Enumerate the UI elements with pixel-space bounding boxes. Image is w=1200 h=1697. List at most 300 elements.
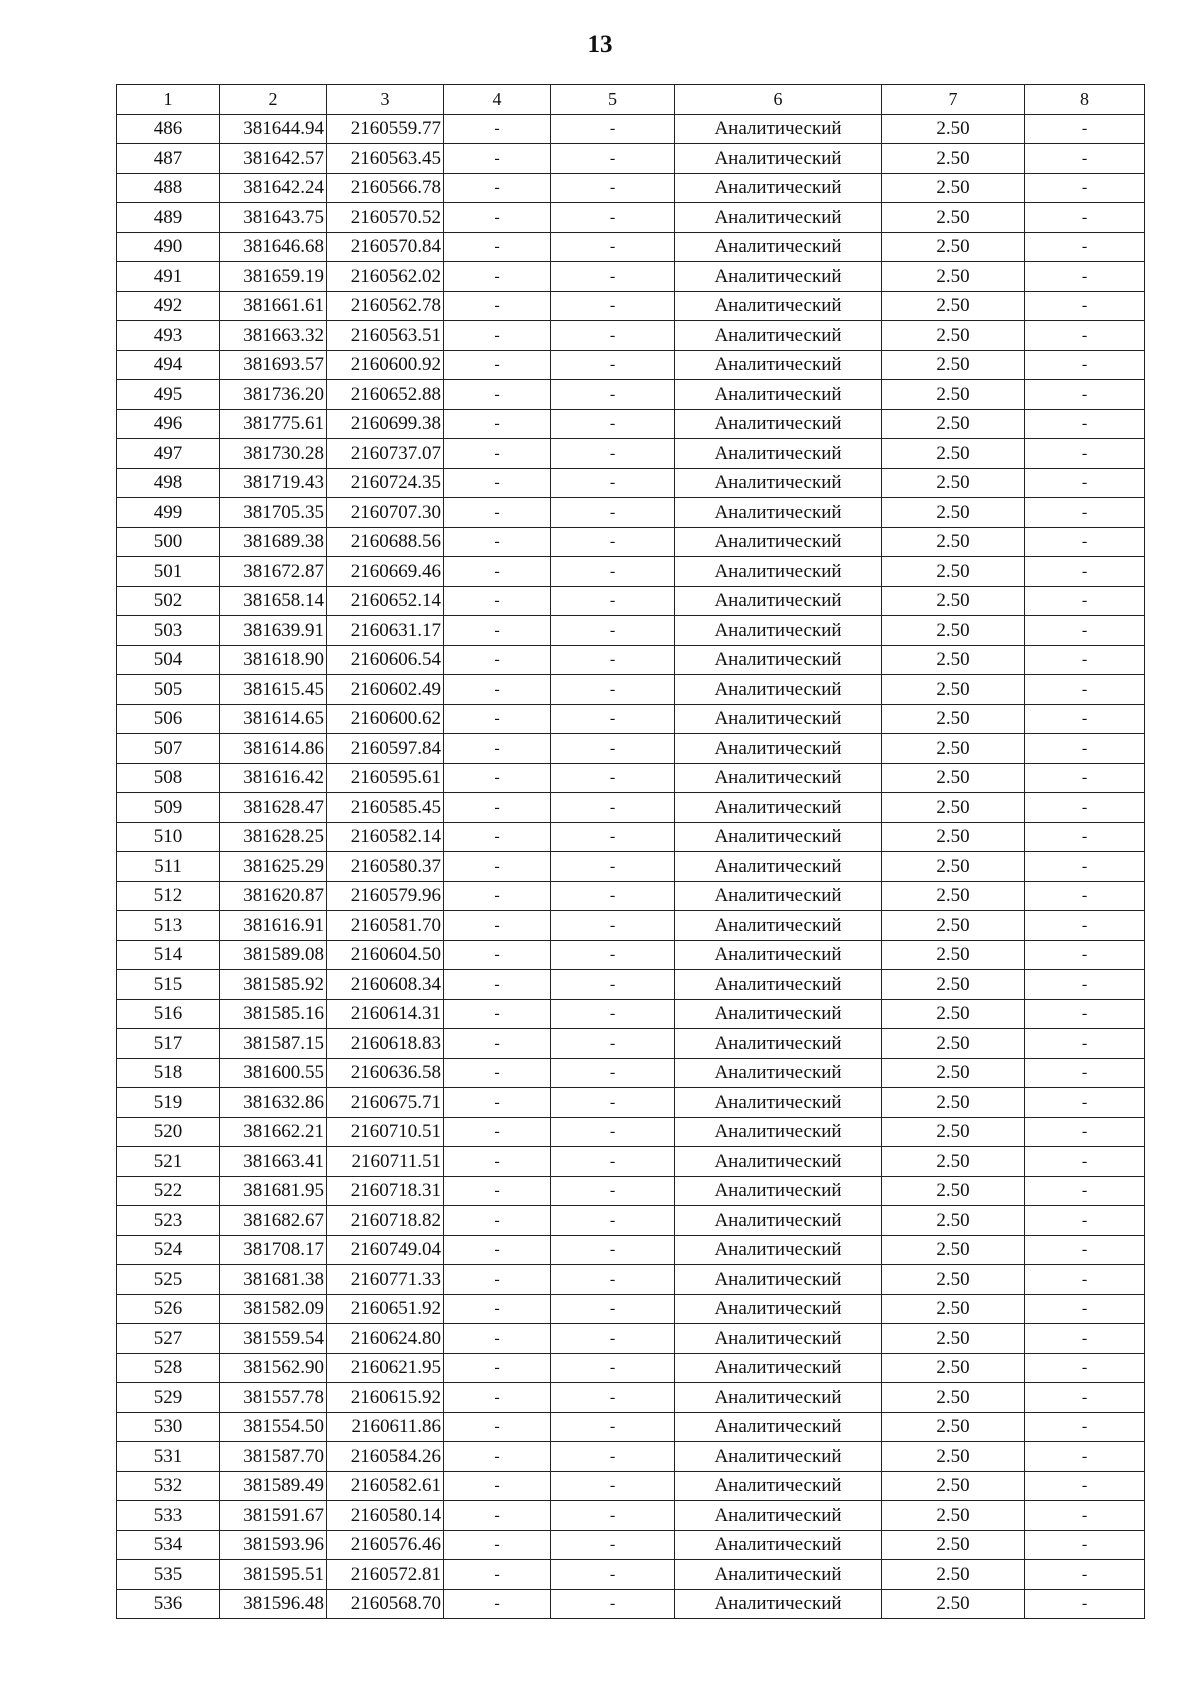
column-8-cell: - xyxy=(1025,1294,1145,1324)
accuracy-cell: 2.50 xyxy=(882,793,1025,823)
column-8-cell: - xyxy=(1025,1560,1145,1590)
method-cell: Аналитический xyxy=(675,557,882,587)
y-coordinate-cell: 2160771.33 xyxy=(327,1265,444,1295)
column-8-cell: - xyxy=(1025,911,1145,941)
y-coordinate-cell: 2160585.45 xyxy=(327,793,444,823)
accuracy-cell: 2.50 xyxy=(882,1176,1025,1206)
y-coordinate-cell: 2160718.82 xyxy=(327,1206,444,1236)
accuracy-cell: 2.50 xyxy=(882,616,1025,646)
accuracy-cell: 2.50 xyxy=(882,645,1025,675)
column-5-cell: - xyxy=(551,793,675,823)
y-coordinate-cell: 2160563.45 xyxy=(327,144,444,174)
column-8-cell: - xyxy=(1025,350,1145,380)
table-row xyxy=(117,645,1145,675)
x-coordinate-cell: 381642.24 xyxy=(220,173,327,203)
method-cell: Аналитический xyxy=(675,1530,882,1560)
column-5-cell: - xyxy=(551,1383,675,1413)
point-number-cell: 523 xyxy=(117,1206,220,1236)
table-row xyxy=(117,1383,1145,1413)
y-coordinate-cell: 2160675.71 xyxy=(327,1088,444,1118)
column-header: 3 xyxy=(327,85,444,115)
y-coordinate-cell: 2160707.30 xyxy=(327,498,444,528)
method-cell: Аналитический xyxy=(675,616,882,646)
column-4-cell: - xyxy=(444,999,551,1029)
method-cell: Аналитический xyxy=(675,1235,882,1265)
column-5-cell: - xyxy=(551,350,675,380)
column-5-cell: - xyxy=(551,468,675,498)
accuracy-cell: 2.50 xyxy=(882,911,1025,941)
table-row xyxy=(117,822,1145,852)
table-row xyxy=(117,350,1145,380)
column-5-cell: - xyxy=(551,675,675,705)
column-4-cell: - xyxy=(444,557,551,587)
table-row xyxy=(117,734,1145,764)
point-number-cell: 519 xyxy=(117,1088,220,1118)
column-header: 5 xyxy=(551,85,675,115)
point-number-cell: 491 xyxy=(117,262,220,292)
x-coordinate-cell: 381554.50 xyxy=(220,1412,327,1442)
column-8-cell: - xyxy=(1025,1383,1145,1413)
y-coordinate-cell: 2160711.51 xyxy=(327,1147,444,1177)
accuracy-cell: 2.50 xyxy=(882,1560,1025,1590)
method-cell: Аналитический xyxy=(675,144,882,174)
table-row xyxy=(117,291,1145,321)
point-number-cell: 528 xyxy=(117,1353,220,1383)
point-number-cell: 501 xyxy=(117,557,220,587)
column-4-cell: - xyxy=(444,1412,551,1442)
method-cell: Аналитический xyxy=(675,1058,882,1088)
column-4-cell: - xyxy=(444,380,551,410)
column-4-cell: - xyxy=(444,675,551,705)
column-8-cell: - xyxy=(1025,1088,1145,1118)
table-row xyxy=(117,1294,1145,1324)
method-cell: Аналитический xyxy=(675,763,882,793)
method-cell: Аналитический xyxy=(675,1147,882,1177)
table-row xyxy=(117,970,1145,1000)
y-coordinate-cell: 2160636.58 xyxy=(327,1058,444,1088)
point-number-cell: 526 xyxy=(117,1294,220,1324)
x-coordinate-cell: 381661.61 xyxy=(220,291,327,321)
method-cell: Аналитический xyxy=(675,852,882,882)
column-8-cell: - xyxy=(1025,114,1145,144)
point-number-cell: 500 xyxy=(117,527,220,557)
column-5-cell: - xyxy=(551,734,675,764)
table-row xyxy=(117,498,1145,528)
y-coordinate-cell: 2160600.62 xyxy=(327,704,444,734)
y-coordinate-cell: 2160652.88 xyxy=(327,380,444,410)
column-8-cell: - xyxy=(1025,1589,1145,1619)
x-coordinate-cell: 381644.94 xyxy=(220,114,327,144)
point-number-cell: 506 xyxy=(117,704,220,734)
y-coordinate-cell: 2160624.80 xyxy=(327,1324,444,1354)
accuracy-cell: 2.50 xyxy=(882,1294,1025,1324)
column-5-cell: - xyxy=(551,114,675,144)
column-8-cell: - xyxy=(1025,1442,1145,1472)
point-number-cell: 495 xyxy=(117,380,220,410)
column-5-cell: - xyxy=(551,911,675,941)
table-row xyxy=(117,675,1145,705)
x-coordinate-cell: 381625.29 xyxy=(220,852,327,882)
table-row xyxy=(117,527,1145,557)
accuracy-cell: 2.50 xyxy=(882,380,1025,410)
column-8-cell: - xyxy=(1025,1058,1145,1088)
method-cell: Аналитический xyxy=(675,1471,882,1501)
y-coordinate-cell: 2160669.46 xyxy=(327,557,444,587)
point-number-cell: 498 xyxy=(117,468,220,498)
table-row xyxy=(117,321,1145,351)
x-coordinate-cell: 381600.55 xyxy=(220,1058,327,1088)
method-cell: Аналитический xyxy=(675,527,882,557)
table-row xyxy=(117,1029,1145,1059)
column-5-cell: - xyxy=(551,232,675,262)
x-coordinate-cell: 381585.16 xyxy=(220,999,327,1029)
point-number-cell: 499 xyxy=(117,498,220,528)
accuracy-cell: 2.50 xyxy=(882,262,1025,292)
method-cell: Аналитический xyxy=(675,940,882,970)
table-row xyxy=(117,793,1145,823)
accuracy-cell: 2.50 xyxy=(882,439,1025,469)
point-number-cell: 488 xyxy=(117,173,220,203)
column-4-cell: - xyxy=(444,409,551,439)
table-row xyxy=(117,439,1145,469)
method-cell: Аналитический xyxy=(675,1265,882,1295)
column-5-cell: - xyxy=(551,1560,675,1590)
method-cell: Аналитический xyxy=(675,970,882,1000)
column-4-cell: - xyxy=(444,881,551,911)
column-4-cell: - xyxy=(444,527,551,557)
column-8-cell: - xyxy=(1025,675,1145,705)
accuracy-cell: 2.50 xyxy=(882,763,1025,793)
column-5-cell: - xyxy=(551,1442,675,1472)
table-row xyxy=(117,114,1145,144)
y-coordinate-cell: 2160582.14 xyxy=(327,822,444,852)
x-coordinate-cell: 381681.95 xyxy=(220,1176,327,1206)
method-cell: Аналитический xyxy=(675,1324,882,1354)
column-header: 4 xyxy=(444,85,551,115)
column-5-cell: - xyxy=(551,1029,675,1059)
column-8-cell: - xyxy=(1025,439,1145,469)
column-5-cell: - xyxy=(551,173,675,203)
column-5-cell: - xyxy=(551,1265,675,1295)
y-coordinate-cell: 2160618.83 xyxy=(327,1029,444,1059)
table-row xyxy=(117,468,1145,498)
column-8-cell: - xyxy=(1025,586,1145,616)
point-number-cell: 524 xyxy=(117,1235,220,1265)
accuracy-cell: 2.50 xyxy=(882,1265,1025,1295)
y-coordinate-cell: 2160559.77 xyxy=(327,114,444,144)
column-4-cell: - xyxy=(444,1265,551,1295)
y-coordinate-cell: 2160631.17 xyxy=(327,616,444,646)
accuracy-cell: 2.50 xyxy=(882,999,1025,1029)
column-5-cell: - xyxy=(551,616,675,646)
column-5-cell: - xyxy=(551,498,675,528)
column-5-cell: - xyxy=(551,262,675,292)
column-5-cell: - xyxy=(551,527,675,557)
method-cell: Аналитический xyxy=(675,734,882,764)
accuracy-cell: 2.50 xyxy=(882,1117,1025,1147)
point-number-cell: 518 xyxy=(117,1058,220,1088)
method-cell: Аналитический xyxy=(675,173,882,203)
point-number-cell: 492 xyxy=(117,291,220,321)
column-8-cell: - xyxy=(1025,1353,1145,1383)
point-number-cell: 517 xyxy=(117,1029,220,1059)
point-number-cell: 487 xyxy=(117,144,220,174)
column-8-cell: - xyxy=(1025,380,1145,410)
column-4-cell: - xyxy=(444,763,551,793)
column-8-cell: - xyxy=(1025,1530,1145,1560)
column-4-cell: - xyxy=(444,1324,551,1354)
y-coordinate-cell: 2160606.54 xyxy=(327,645,444,675)
column-4-cell: - xyxy=(444,1147,551,1177)
column-8-cell: - xyxy=(1025,616,1145,646)
column-header: 7 xyxy=(882,85,1025,115)
table-row xyxy=(117,380,1145,410)
point-number-cell: 529 xyxy=(117,1383,220,1413)
y-coordinate-cell: 2160576.46 xyxy=(327,1530,444,1560)
accuracy-cell: 2.50 xyxy=(882,1383,1025,1413)
accuracy-cell: 2.50 xyxy=(882,940,1025,970)
column-5-cell: - xyxy=(551,970,675,1000)
point-number-cell: 512 xyxy=(117,881,220,911)
x-coordinate-cell: 381620.87 xyxy=(220,881,327,911)
column-5-cell: - xyxy=(551,1294,675,1324)
y-coordinate-cell: 2160621.95 xyxy=(327,1353,444,1383)
accuracy-cell: 2.50 xyxy=(882,557,1025,587)
y-coordinate-cell: 2160580.37 xyxy=(327,852,444,882)
column-8-cell: - xyxy=(1025,1029,1145,1059)
x-coordinate-cell: 381595.51 xyxy=(220,1560,327,1590)
column-8-cell: - xyxy=(1025,527,1145,557)
y-coordinate-cell: 2160611.86 xyxy=(327,1412,444,1442)
table-row xyxy=(117,557,1145,587)
x-coordinate-cell: 381682.67 xyxy=(220,1206,327,1236)
accuracy-cell: 2.50 xyxy=(882,1058,1025,1088)
column-4-cell: - xyxy=(444,1442,551,1472)
column-8-cell: - xyxy=(1025,999,1145,1029)
column-5-cell: - xyxy=(551,1412,675,1442)
accuracy-cell: 2.50 xyxy=(882,1235,1025,1265)
x-coordinate-cell: 381618.90 xyxy=(220,645,327,675)
x-coordinate-cell: 381639.91 xyxy=(220,616,327,646)
point-number-cell: 532 xyxy=(117,1471,220,1501)
column-4-cell: - xyxy=(444,616,551,646)
y-coordinate-cell: 2160572.81 xyxy=(327,1560,444,1590)
y-coordinate-cell: 2160581.70 xyxy=(327,911,444,941)
column-5-cell: - xyxy=(551,1176,675,1206)
table-row xyxy=(117,409,1145,439)
column-5-cell: - xyxy=(551,763,675,793)
y-coordinate-cell: 2160737.07 xyxy=(327,439,444,469)
x-coordinate-cell: 381585.92 xyxy=(220,970,327,1000)
method-cell: Аналитический xyxy=(675,1088,882,1118)
column-4-cell: - xyxy=(444,586,551,616)
table-row xyxy=(117,1412,1145,1442)
column-8-cell: - xyxy=(1025,704,1145,734)
column-5-cell: - xyxy=(551,645,675,675)
column-8-cell: - xyxy=(1025,468,1145,498)
column-4-cell: - xyxy=(444,793,551,823)
column-4-cell: - xyxy=(444,940,551,970)
accuracy-cell: 2.50 xyxy=(882,350,1025,380)
accuracy-cell: 2.50 xyxy=(882,1206,1025,1236)
column-4-cell: - xyxy=(444,822,551,852)
x-coordinate-cell: 381736.20 xyxy=(220,380,327,410)
y-coordinate-cell: 2160570.52 xyxy=(327,203,444,233)
x-coordinate-cell: 381615.45 xyxy=(220,675,327,705)
method-cell: Аналитический xyxy=(675,1589,882,1619)
method-cell: Аналитический xyxy=(675,1117,882,1147)
point-number-cell: 531 xyxy=(117,1442,220,1472)
x-coordinate-cell: 381614.65 xyxy=(220,704,327,734)
y-coordinate-cell: 2160582.61 xyxy=(327,1471,444,1501)
x-coordinate-cell: 381719.43 xyxy=(220,468,327,498)
x-coordinate-cell: 381557.78 xyxy=(220,1383,327,1413)
x-coordinate-cell: 381663.32 xyxy=(220,321,327,351)
column-8-cell: - xyxy=(1025,1501,1145,1531)
column-5-cell: - xyxy=(551,852,675,882)
column-8-cell: - xyxy=(1025,1235,1145,1265)
column-5-cell: - xyxy=(551,940,675,970)
column-8-cell: - xyxy=(1025,645,1145,675)
x-coordinate-cell: 381658.14 xyxy=(220,586,327,616)
accuracy-cell: 2.50 xyxy=(882,114,1025,144)
table-row xyxy=(117,1442,1145,1472)
point-number-cell: 522 xyxy=(117,1176,220,1206)
column-8-cell: - xyxy=(1025,763,1145,793)
accuracy-cell: 2.50 xyxy=(882,1471,1025,1501)
column-5-cell: - xyxy=(551,1058,675,1088)
x-coordinate-cell: 381616.91 xyxy=(220,911,327,941)
table-row xyxy=(117,1088,1145,1118)
table-row xyxy=(117,940,1145,970)
point-number-cell: 490 xyxy=(117,232,220,262)
column-4-cell: - xyxy=(444,1058,551,1088)
table-row xyxy=(117,1147,1145,1177)
column-5-cell: - xyxy=(551,439,675,469)
point-number-cell: 536 xyxy=(117,1589,220,1619)
x-coordinate-cell: 381587.15 xyxy=(220,1029,327,1059)
table-row xyxy=(117,144,1145,174)
x-coordinate-cell: 381562.90 xyxy=(220,1353,327,1383)
method-cell: Аналитический xyxy=(675,1501,882,1531)
method-cell: Аналитический xyxy=(675,409,882,439)
x-coordinate-cell: 381681.38 xyxy=(220,1265,327,1295)
accuracy-cell: 2.50 xyxy=(882,498,1025,528)
column-5-cell: - xyxy=(551,1501,675,1531)
accuracy-cell: 2.50 xyxy=(882,527,1025,557)
column-5-cell: - xyxy=(551,704,675,734)
table-row xyxy=(117,1206,1145,1236)
method-cell: Аналитический xyxy=(675,468,882,498)
point-number-cell: 507 xyxy=(117,734,220,764)
column-4-cell: - xyxy=(444,144,551,174)
point-number-cell: 521 xyxy=(117,1147,220,1177)
point-number-cell: 520 xyxy=(117,1117,220,1147)
point-number-cell: 527 xyxy=(117,1324,220,1354)
y-coordinate-cell: 2160570.84 xyxy=(327,232,444,262)
x-coordinate-cell: 381628.47 xyxy=(220,793,327,823)
table-row xyxy=(117,1117,1145,1147)
column-header: 1 xyxy=(117,85,220,115)
accuracy-cell: 2.50 xyxy=(882,734,1025,764)
table-row xyxy=(117,616,1145,646)
column-8-cell: - xyxy=(1025,1117,1145,1147)
x-coordinate-cell: 381589.49 xyxy=(220,1471,327,1501)
table-row xyxy=(117,763,1145,793)
column-8-cell: - xyxy=(1025,498,1145,528)
point-number-cell: 514 xyxy=(117,940,220,970)
x-coordinate-cell: 381646.68 xyxy=(220,232,327,262)
column-4-cell: - xyxy=(444,1471,551,1501)
accuracy-cell: 2.50 xyxy=(882,1412,1025,1442)
table-row xyxy=(117,1324,1145,1354)
table-row xyxy=(117,1471,1145,1501)
column-8-cell: - xyxy=(1025,1176,1145,1206)
x-coordinate-cell: 381730.28 xyxy=(220,439,327,469)
column-5-cell: - xyxy=(551,999,675,1029)
point-number-cell: 530 xyxy=(117,1412,220,1442)
method-cell: Аналитический xyxy=(675,1442,882,1472)
x-coordinate-cell: 381582.09 xyxy=(220,1294,327,1324)
y-coordinate-cell: 2160718.31 xyxy=(327,1176,444,1206)
column-8-cell: - xyxy=(1025,1206,1145,1236)
column-4-cell: - xyxy=(444,1088,551,1118)
table-row xyxy=(117,999,1145,1029)
column-5-cell: - xyxy=(551,1206,675,1236)
column-5-cell: - xyxy=(551,1471,675,1501)
column-4-cell: - xyxy=(444,1589,551,1619)
column-5-cell: - xyxy=(551,203,675,233)
accuracy-cell: 2.50 xyxy=(882,1589,1025,1619)
table-row xyxy=(117,1176,1145,1206)
column-4-cell: - xyxy=(444,1235,551,1265)
x-coordinate-cell: 381672.87 xyxy=(220,557,327,587)
column-8-cell: - xyxy=(1025,232,1145,262)
accuracy-cell: 2.50 xyxy=(882,409,1025,439)
point-number-cell: 510 xyxy=(117,822,220,852)
header-row xyxy=(117,85,1145,115)
column-5-cell: - xyxy=(551,881,675,911)
point-number-cell: 502 xyxy=(117,586,220,616)
column-4-cell: - xyxy=(444,852,551,882)
x-coordinate-cell: 381614.86 xyxy=(220,734,327,764)
point-number-cell: 533 xyxy=(117,1501,220,1531)
accuracy-cell: 2.50 xyxy=(882,1147,1025,1177)
column-5-cell: - xyxy=(551,586,675,616)
table-row xyxy=(117,1058,1145,1088)
method-cell: Аналитический xyxy=(675,1560,882,1590)
x-coordinate-cell: 381587.70 xyxy=(220,1442,327,1472)
point-number-cell: 504 xyxy=(117,645,220,675)
column-4-cell: - xyxy=(444,1117,551,1147)
x-coordinate-cell: 381596.48 xyxy=(220,1589,327,1619)
column-4-cell: - xyxy=(444,1501,551,1531)
accuracy-cell: 2.50 xyxy=(882,144,1025,174)
column-5-cell: - xyxy=(551,291,675,321)
x-coordinate-cell: 381662.21 xyxy=(220,1117,327,1147)
method-cell: Аналитический xyxy=(675,1206,882,1236)
column-header: 8 xyxy=(1025,85,1145,115)
y-coordinate-cell: 2160604.50 xyxy=(327,940,444,970)
column-4-cell: - xyxy=(444,704,551,734)
column-8-cell: - xyxy=(1025,1324,1145,1354)
table-row xyxy=(117,704,1145,734)
point-number-cell: 497 xyxy=(117,439,220,469)
column-5-cell: - xyxy=(551,1324,675,1354)
point-number-cell: 515 xyxy=(117,970,220,1000)
column-4-cell: - xyxy=(444,1294,551,1324)
y-coordinate-cell: 2160710.51 xyxy=(327,1117,444,1147)
